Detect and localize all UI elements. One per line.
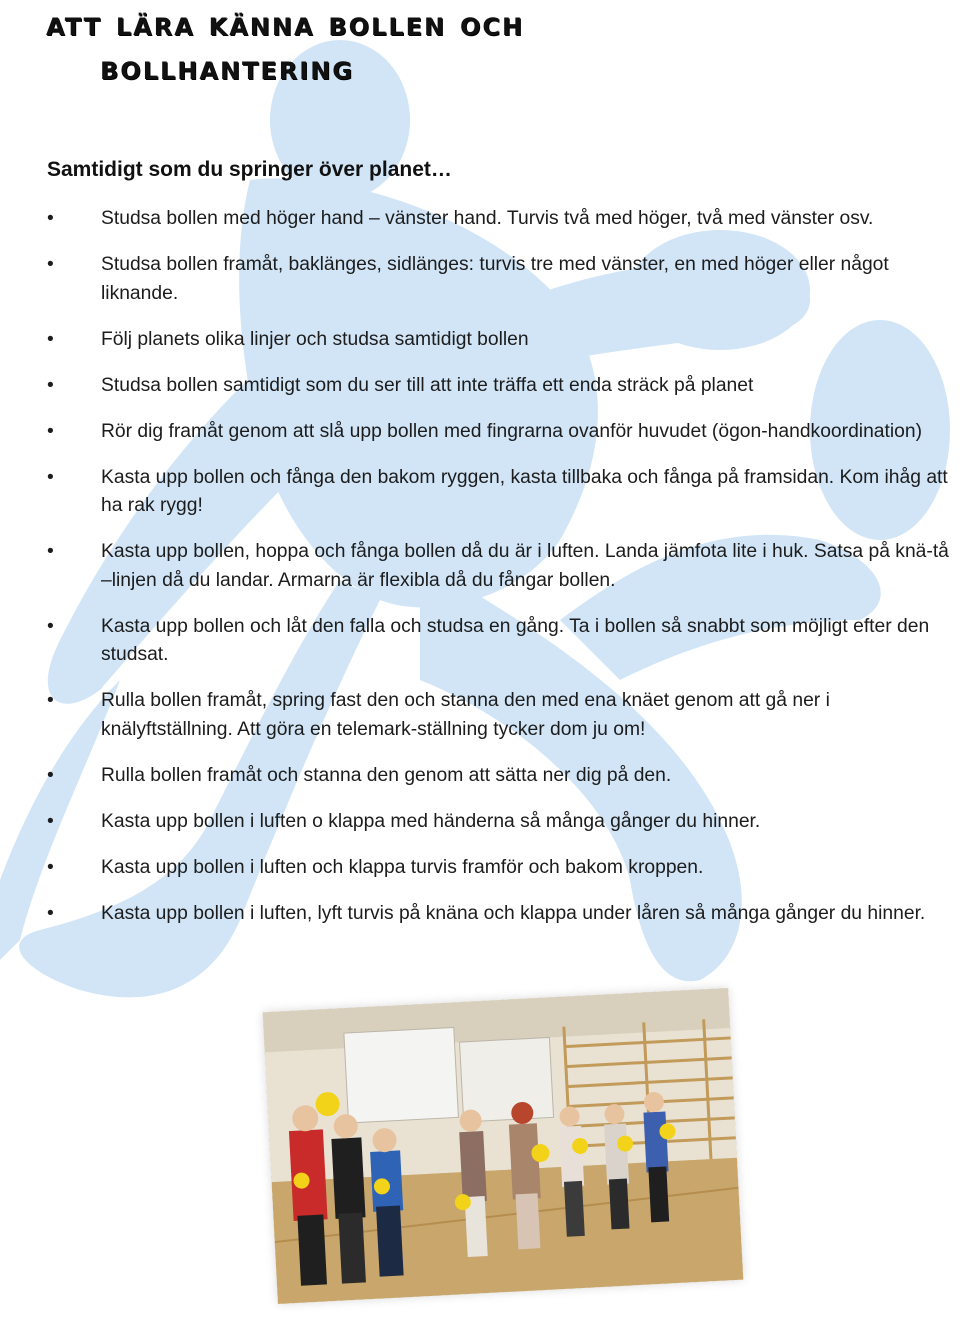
bullet-icon: • xyxy=(47,856,54,878)
bullet-icon: • xyxy=(47,615,54,637)
section-subtitle: Samtidigt som du springer över planet… xyxy=(47,158,452,181)
page-title xyxy=(46,2,524,90)
list-item-text: Rulla bollen framåt, spring fast den och stanna den med ena knäet genom att gå ner i knälyftställning. Att göra en telemark-ställning tycker dom ju om! xyxy=(101,690,830,740)
list-item xyxy=(47,808,952,837)
bullet-icon: • xyxy=(47,810,54,832)
list-item-text: Kasta upp bollen och låt den falla och studsa en gång. Ta i bollen så snabbt som möjligt efter den studsat. xyxy=(101,615,930,665)
list-item xyxy=(47,854,952,883)
list-item xyxy=(47,251,952,308)
bullet-icon: • xyxy=(47,328,54,350)
bullet-icon: • xyxy=(47,764,54,786)
list-item-text: Studsa bollen framåt, baklänges, sidlänges: turvis tre med vänster, en med höger eller något liknande. xyxy=(101,254,889,304)
list-item xyxy=(47,900,952,929)
bullet-icon: • xyxy=(47,374,54,396)
list-item-text: Kasta upp bollen, hoppa och fånga bollen då du är i luften. Landa jämfota lite i huk. Satsa på knä-tå –linjen då du landar. Armarna är flexibla då du fångar bollen. xyxy=(101,541,949,591)
bullet-icon: • xyxy=(47,690,54,711)
list-item xyxy=(47,326,952,355)
list-item xyxy=(47,538,952,595)
list-item-text: Kasta upp bollen i luften o klappa med händerna så många gånger du hinner. xyxy=(101,810,761,832)
list-item-text: Rör dig framåt genom att slå upp bollen med fingrarna ovanför huvudet (ögon-handkoordination) xyxy=(101,420,923,442)
list-item xyxy=(47,372,952,401)
list-item xyxy=(47,464,952,521)
gym-photo xyxy=(263,988,744,1304)
list-item xyxy=(47,205,952,234)
list-item xyxy=(47,418,952,447)
bullet-icon: • xyxy=(47,541,54,562)
list-item-text: Följ planets olika linjer och studsa samtidigt bollen xyxy=(101,328,529,350)
bullet-icon: • xyxy=(47,420,54,442)
list-item-text: Studsa bollen med höger hand – vänster hand. Turvis två med höger, två med vänster osv. xyxy=(101,208,874,229)
list-item xyxy=(47,613,952,670)
children-with-balls-gym-photo-icon xyxy=(263,988,744,1304)
bullet-icon: • xyxy=(47,208,54,229)
list-item-text: Kasta upp bollen i luften och klappa turvis framför och bakom kroppen. xyxy=(101,856,704,878)
list-item xyxy=(47,687,952,744)
bullet-icon: • xyxy=(47,254,54,275)
list-item-text: Studsa bollen samtidigt som du ser till att inte träffa ett enda sträck på planet xyxy=(101,374,754,396)
bullet-icon: • xyxy=(47,902,54,924)
exercise-list xyxy=(47,205,952,946)
list-item-text: Kasta upp bollen i luften, lyft turvis på knäna och klappa under låren så många gånger du hinner. xyxy=(101,902,926,924)
list-item-text: Kasta upp bollen och fånga den bakom ryggen, kasta tillbaka och fånga på framsidan. Kom ihåg att ha rak rygg! xyxy=(101,466,948,516)
list-item xyxy=(47,762,952,791)
page-title-line-1: att lära känna bollen och xyxy=(46,4,525,44)
list-item-text: Rulla bollen framåt och stanna den genom att sätta ner dig på den. xyxy=(101,764,672,786)
page-title-line-2: bollhantering xyxy=(100,48,354,88)
bullet-icon: • xyxy=(47,466,54,488)
